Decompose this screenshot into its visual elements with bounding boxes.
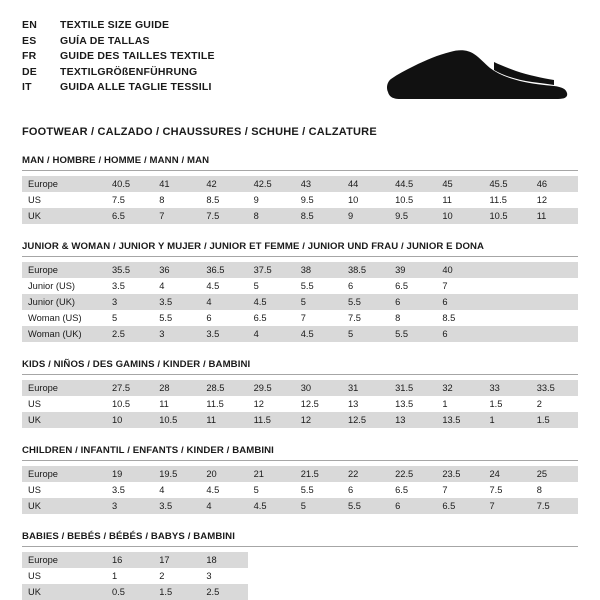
size-cell: 18 xyxy=(200,552,247,568)
size-cell: 1 xyxy=(484,412,531,428)
size-cell: 11.5 xyxy=(248,412,295,428)
size-cell: 5.5 xyxy=(342,498,389,514)
table-row xyxy=(22,192,578,208)
size-cell: 5 xyxy=(342,326,389,342)
language-title-list-body xyxy=(22,18,215,96)
size-cell-empty xyxy=(248,584,295,600)
size-cell-empty xyxy=(531,294,578,310)
size-cell: 44.5 xyxy=(389,176,436,192)
table-row xyxy=(22,584,578,600)
size-cell: 22 xyxy=(342,466,389,482)
size-cell: 45 xyxy=(436,176,483,192)
size-cell: 38 xyxy=(295,262,342,278)
size-cell: 12.5 xyxy=(295,396,342,412)
size-cell: 2.5 xyxy=(200,584,247,600)
table-row xyxy=(22,294,578,310)
size-cell-empty xyxy=(484,294,531,310)
size-cell: 19.5 xyxy=(153,466,200,482)
size-cell: 46 xyxy=(531,176,578,192)
size-cell: 8 xyxy=(389,310,436,326)
size-cell: 11 xyxy=(153,396,200,412)
size-cell: 5 xyxy=(295,498,342,514)
size-cell: 6 xyxy=(436,326,483,342)
size-cell-empty xyxy=(484,262,531,278)
size-cell: 8.5 xyxy=(295,208,342,224)
size-cell: 7 xyxy=(295,310,342,326)
language-code: IT xyxy=(22,81,32,94)
size-cell: 6.5 xyxy=(389,278,436,294)
language-code: ES xyxy=(22,34,37,47)
size-cell: 7.5 xyxy=(106,192,153,208)
row-label: Europe xyxy=(22,176,106,192)
size-table xyxy=(22,552,578,600)
size-cell: 3.5 xyxy=(200,326,247,342)
section-divider xyxy=(22,374,578,375)
row-label: US xyxy=(22,568,106,584)
size-cell: 3.5 xyxy=(153,498,200,514)
size-cell: 2 xyxy=(153,568,200,584)
size-cell-empty xyxy=(531,568,578,584)
size-cell-empty xyxy=(389,552,436,568)
size-cell: 5.5 xyxy=(153,310,200,326)
size-cell: 11 xyxy=(436,192,483,208)
language-title: GUIDE DES TAILLES TEXTILE xyxy=(60,50,215,63)
size-cell: 11.5 xyxy=(200,396,247,412)
table-row xyxy=(22,498,578,514)
size-cell: 3 xyxy=(106,294,153,310)
row-label: US xyxy=(22,482,106,498)
size-cell: 6 xyxy=(342,482,389,498)
size-cell: 3.5 xyxy=(106,278,153,294)
size-section-title: KIDS / NIÑOS / DES GAMINS / KINDER / BAMBINI xyxy=(22,359,251,370)
size-cell: 8.5 xyxy=(436,310,483,326)
size-cell-empty xyxy=(484,326,531,342)
size-cell: 13 xyxy=(389,412,436,428)
size-cell: 12 xyxy=(295,412,342,428)
section-divider xyxy=(22,170,578,171)
size-cell-empty xyxy=(342,552,389,568)
size-section xyxy=(22,445,578,514)
size-cell: 3 xyxy=(106,498,153,514)
size-cell: 4.5 xyxy=(200,278,247,294)
size-cell: 1.5 xyxy=(484,396,531,412)
category-heading: FOOTWEAR / CALZADO / CHAUSSURES / SCHUHE / CALZATURE xyxy=(22,126,377,138)
size-cell: 9 xyxy=(342,208,389,224)
size-cell: 10.5 xyxy=(106,396,153,412)
size-cell: 4 xyxy=(200,498,247,514)
size-cell: 36.5 xyxy=(200,262,247,278)
size-table xyxy=(22,466,578,514)
language-title: TEXTILE SIZE GUIDE xyxy=(60,19,170,31)
size-cell: 6.5 xyxy=(248,310,295,326)
size-section xyxy=(22,359,578,428)
table-row xyxy=(22,482,578,498)
size-cell: 11.5 xyxy=(484,192,531,208)
table-row xyxy=(22,396,578,412)
size-cell: 5.5 xyxy=(295,482,342,498)
size-cell: 44 xyxy=(342,176,389,192)
size-cell: 22.5 xyxy=(389,466,436,482)
row-label: UK xyxy=(22,584,106,600)
size-section xyxy=(22,531,578,600)
size-cell-empty xyxy=(484,310,531,326)
size-cell: 13.5 xyxy=(436,412,483,428)
size-section-title: JUNIOR & WOMAN / JUNIOR Y MUJER / JUNIOR ET FEMME / JUNIOR UND FRAU / JUNIOR E DONA xyxy=(22,241,485,252)
size-cell: 6.5 xyxy=(436,498,483,514)
size-cell: 10.5 xyxy=(389,192,436,208)
size-cell: 4.5 xyxy=(248,294,295,310)
size-cell: 10.5 xyxy=(484,208,531,224)
size-cell: 7.5 xyxy=(531,498,578,514)
size-cell: 21 xyxy=(248,466,295,482)
size-section xyxy=(22,241,578,342)
size-cell: 10.5 xyxy=(153,412,200,428)
size-cell: 37.5 xyxy=(248,262,295,278)
size-cell: 32 xyxy=(436,380,483,396)
size-cell: 6 xyxy=(342,278,389,294)
section-divider xyxy=(22,546,578,547)
row-label: UK xyxy=(22,498,106,514)
size-cell: 25 xyxy=(531,466,578,482)
table-row xyxy=(22,326,578,342)
size-cell: 0.5 xyxy=(106,584,153,600)
size-cell: 12 xyxy=(248,396,295,412)
section-divider xyxy=(22,460,578,461)
size-cell: 33.5 xyxy=(531,380,578,396)
size-cell: 27.5 xyxy=(106,380,153,396)
size-cell: 35.5 xyxy=(106,262,153,278)
table-row xyxy=(22,310,578,326)
language-title: TEXTILGRÖßENFÜHRUNG xyxy=(60,65,198,78)
size-cell: 2.5 xyxy=(106,326,153,342)
language-row xyxy=(22,65,215,81)
table-row xyxy=(22,208,578,224)
size-cell: 6.5 xyxy=(106,208,153,224)
size-cell: 4 xyxy=(153,278,200,294)
table-row xyxy=(22,176,578,192)
size-cell-empty xyxy=(295,552,342,568)
size-cell-empty xyxy=(436,568,483,584)
size-cell: 33 xyxy=(484,380,531,396)
size-cell: 1 xyxy=(106,568,153,584)
size-cell: 10 xyxy=(436,208,483,224)
language-row xyxy=(22,49,215,65)
size-cell: 28 xyxy=(153,380,200,396)
size-cell: 4 xyxy=(248,326,295,342)
size-cell: 3.5 xyxy=(153,294,200,310)
table-row xyxy=(22,466,578,482)
table-row xyxy=(22,278,578,294)
size-cell: 9.5 xyxy=(389,208,436,224)
row-label: Junior (UK) xyxy=(22,294,106,310)
size-cell: 12.5 xyxy=(342,412,389,428)
size-cell: 38.5 xyxy=(342,262,389,278)
size-cell: 5 xyxy=(106,310,153,326)
size-cell: 2 xyxy=(531,396,578,412)
size-cell-empty xyxy=(484,278,531,294)
language-title: GUIDA ALLE TAGLIE TESSILI xyxy=(60,81,212,94)
size-cell-empty xyxy=(389,584,436,600)
size-cell: 6 xyxy=(436,294,483,310)
size-table xyxy=(22,176,578,224)
row-label: Woman (UK) xyxy=(22,326,106,342)
language-row xyxy=(22,80,215,96)
row-label: Europe xyxy=(22,380,106,396)
size-cell-empty xyxy=(342,584,389,600)
size-cell: 8.5 xyxy=(200,192,247,208)
table-row xyxy=(22,552,578,568)
size-cell-empty xyxy=(484,552,531,568)
size-cell-empty xyxy=(484,584,531,600)
size-cell: 5 xyxy=(295,294,342,310)
size-cell: 9 xyxy=(248,192,295,208)
size-cell-empty xyxy=(531,584,578,600)
size-cell: 5 xyxy=(248,278,295,294)
language-code: EN xyxy=(22,19,37,31)
size-cell: 11 xyxy=(531,208,578,224)
size-cell: 6 xyxy=(389,498,436,514)
size-section xyxy=(22,155,578,224)
size-cell: 7 xyxy=(153,208,200,224)
table-row xyxy=(22,568,578,584)
row-label: Europe xyxy=(22,552,106,568)
size-cell: 31.5 xyxy=(389,380,436,396)
size-cell-empty xyxy=(484,568,531,584)
size-cell-empty xyxy=(436,552,483,568)
row-label: US xyxy=(22,192,106,208)
size-section-title: CHILDREN / INFANTIL / ENFANTS / KINDER / BAMBINI xyxy=(22,445,274,456)
size-cell-empty xyxy=(389,568,436,584)
size-cell: 39 xyxy=(389,262,436,278)
size-cell: 10 xyxy=(106,412,153,428)
size-cell: 29.5 xyxy=(248,380,295,396)
size-table xyxy=(22,262,578,342)
language-code: DE xyxy=(22,65,37,78)
size-cell: 1.5 xyxy=(153,584,200,600)
size-cell: 5.5 xyxy=(295,278,342,294)
size-sections xyxy=(22,155,578,600)
size-cell: 17 xyxy=(153,552,200,568)
table-row xyxy=(22,380,578,396)
size-cell-empty xyxy=(531,278,578,294)
size-cell: 4.5 xyxy=(295,326,342,342)
size-cell: 23.5 xyxy=(436,466,483,482)
size-cell: 20 xyxy=(200,466,247,482)
size-cell: 7 xyxy=(436,278,483,294)
size-cell: 19 xyxy=(106,466,153,482)
row-label: Europe xyxy=(22,262,106,278)
size-cell: 7 xyxy=(436,482,483,498)
size-cell-empty xyxy=(531,552,578,568)
row-label: UK xyxy=(22,208,106,224)
size-cell: 21.5 xyxy=(295,466,342,482)
size-cell-empty xyxy=(342,568,389,584)
size-cell-empty xyxy=(531,262,578,278)
size-cell: 5.5 xyxy=(389,326,436,342)
language-title-list xyxy=(22,18,215,96)
row-label: Europe xyxy=(22,466,106,482)
table-row xyxy=(22,262,578,278)
size-cell: 8 xyxy=(531,482,578,498)
size-cell-empty xyxy=(295,568,342,584)
size-section-title: BABIES / BEBÉS / BÉBÉS / BABYS / BAMBINI xyxy=(22,531,235,542)
size-cell: 7 xyxy=(484,498,531,514)
size-cell: 3.5 xyxy=(106,482,153,498)
size-cell: 3 xyxy=(200,568,247,584)
size-cell: 42 xyxy=(200,176,247,192)
language-code: FR xyxy=(22,50,37,63)
size-cell: 4.5 xyxy=(200,482,247,498)
size-cell: 4 xyxy=(153,482,200,498)
row-label: Junior (US) xyxy=(22,278,106,294)
size-cell: 10 xyxy=(342,192,389,208)
size-cell-empty xyxy=(248,552,295,568)
size-cell: 31 xyxy=(342,380,389,396)
dress-shoe-icon xyxy=(382,30,572,110)
row-label: Woman (US) xyxy=(22,310,106,326)
size-cell: 12 xyxy=(531,192,578,208)
section-divider xyxy=(22,256,578,257)
size-cell: 28.5 xyxy=(200,380,247,396)
size-cell: 5.5 xyxy=(342,294,389,310)
size-cell: 1.5 xyxy=(531,412,578,428)
size-cell: 3 xyxy=(153,326,200,342)
row-label: US xyxy=(22,396,106,412)
language-row xyxy=(22,34,215,50)
size-cell: 11 xyxy=(200,412,247,428)
size-cell: 8 xyxy=(248,208,295,224)
size-cell: 40 xyxy=(436,262,483,278)
size-cell: 41 xyxy=(153,176,200,192)
header xyxy=(22,18,578,110)
size-cell-empty xyxy=(531,326,578,342)
language-row xyxy=(22,18,215,34)
size-cell: 13.5 xyxy=(389,396,436,412)
size-cell: 5 xyxy=(248,482,295,498)
size-cell: 4 xyxy=(200,294,247,310)
row-label: UK xyxy=(22,412,106,428)
size-cell: 1 xyxy=(436,396,483,412)
size-cell: 6 xyxy=(200,310,247,326)
size-cell: 7.5 xyxy=(342,310,389,326)
size-table xyxy=(22,380,578,428)
size-cell: 6.5 xyxy=(389,482,436,498)
size-cell: 40.5 xyxy=(106,176,153,192)
size-cell-empty xyxy=(295,584,342,600)
size-cell: 30 xyxy=(295,380,342,396)
size-cell: 45.5 xyxy=(484,176,531,192)
size-cell: 42.5 xyxy=(248,176,295,192)
size-cell: 43 xyxy=(295,176,342,192)
size-cell: 9.5 xyxy=(295,192,342,208)
size-cell: 8 xyxy=(153,192,200,208)
language-title: GUÍA DE TALLAS xyxy=(60,34,150,47)
size-cell: 24 xyxy=(484,466,531,482)
size-cell: 36 xyxy=(153,262,200,278)
table-row xyxy=(22,412,578,428)
size-cell-empty xyxy=(248,568,295,584)
size-cell: 7.5 xyxy=(484,482,531,498)
size-cell: 4.5 xyxy=(248,498,295,514)
size-cell: 13 xyxy=(342,396,389,412)
size-cell: 7.5 xyxy=(200,208,247,224)
size-cell: 6 xyxy=(389,294,436,310)
size-cell: 16 xyxy=(106,552,153,568)
size-cell-empty xyxy=(531,310,578,326)
size-section-title: MAN / HOMBRE / HOMME / MANN / MAN xyxy=(22,155,210,166)
size-cell-empty xyxy=(436,584,483,600)
